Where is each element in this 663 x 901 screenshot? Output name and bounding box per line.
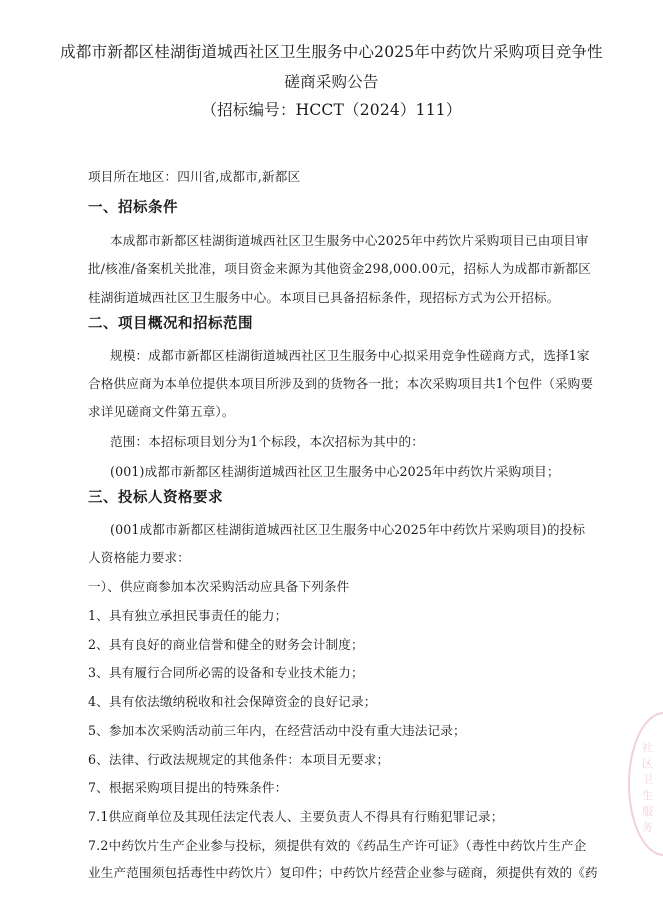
title-line-1: 成都市新都区桂湖街道城西社区卫生服务中心2025年中药饮片采购项目竞争性	[60, 43, 603, 61]
section-1-line: 本成都市新都区桂湖街道城西社区卫生服务中心2025年中药饮片采购项目已由项目审	[110, 233, 589, 248]
section-1-heading: 一、招标条件	[88, 200, 178, 216]
section-3-line: 1、具有独立承担民事责任的能力；	[88, 608, 288, 623]
section-2-line: 范围：本招标项目划分为1个标段，本次招标为其中的：	[110, 434, 425, 449]
section-2-line: (001)成都市新都区桂湖街道城西社区卫生服务中心2025年中药饮片采购项目；	[110, 464, 560, 479]
section-3-line: 3、具有履行合同所必需的设备和专业技术能力；	[88, 665, 364, 680]
section-2-line: 求详见磋商文件第五章）。	[88, 404, 235, 419]
section-3-line: 7.2中药饮片生产企业参与投标，须提供有效的《药品生产许可证》（毒性中药饮片生产企	[88, 838, 587, 853]
section-1-line: 批/核准/备案机关批准，项目资金来源为其他资金298,000.00元，招标人为成都市新都区	[88, 261, 591, 276]
title-line-2: 磋商采购公告	[284, 73, 379, 91]
section-3-line: 5、参加本次采购活动前三年内，在经营活动中没有重大违法记录；	[88, 723, 466, 738]
section-3-line: 人资格能力要求：	[88, 550, 190, 565]
section-3-heading: 三、投标人资格要求	[88, 490, 223, 506]
section-3-line: 业生产范围须包括毒性中药饮片）复印件；中药饮片经营企业参与磋商，须提供有效的《药	[88, 865, 598, 880]
section-3-line: (001成都市新都区桂湖街道城西社区卫生服务中心2025年中药饮片采购项目)的投标	[110, 522, 586, 537]
section-3-line: 4、具有依法缴纳税收和社会保障资金的良好记录；	[88, 694, 377, 709]
section-3-line: 7、根据采购项目提出的特殊条件：	[88, 780, 288, 795]
section-3-line: 一）、供应商参加本次采购活动应具备下列条件	[88, 579, 350, 594]
tender-number: （招标编号：HCCT（2024）111）	[201, 101, 462, 119]
section-3-line: 7.1供应商单位及其现任法定代表人、主要负责人不得具有行贿犯罪记录；	[88, 809, 504, 824]
section-3-line: 6、法律、行政法规规定的其他条件：本项目无要求；	[88, 752, 390, 767]
section-2-line: 规模：成都市新都区桂湖街道城西社区卫生服务中心拟采用竞争性磋商方式，选择1家	[110, 348, 590, 363]
section-3-line: 2、具有良好的商业信誉和健全的财务会计制度；	[88, 637, 364, 652]
section-1-line: 桂湖街道城西社区卫生服务中心。本项目已具备招标条件，现招标方式为公开招标。	[88, 290, 560, 305]
section-2-line: 合格供应商为本单位提供本项目所涉及到的货物各一批；本次采购项目共1个包件（采购要	[88, 376, 594, 391]
official-seal-text: 社区卫生服务	[642, 741, 653, 834]
project-location: 项目所在地区：四川省,成都市,新都区	[88, 169, 301, 184]
section-2-heading: 二、项目概况和招标范围	[88, 316, 253, 332]
